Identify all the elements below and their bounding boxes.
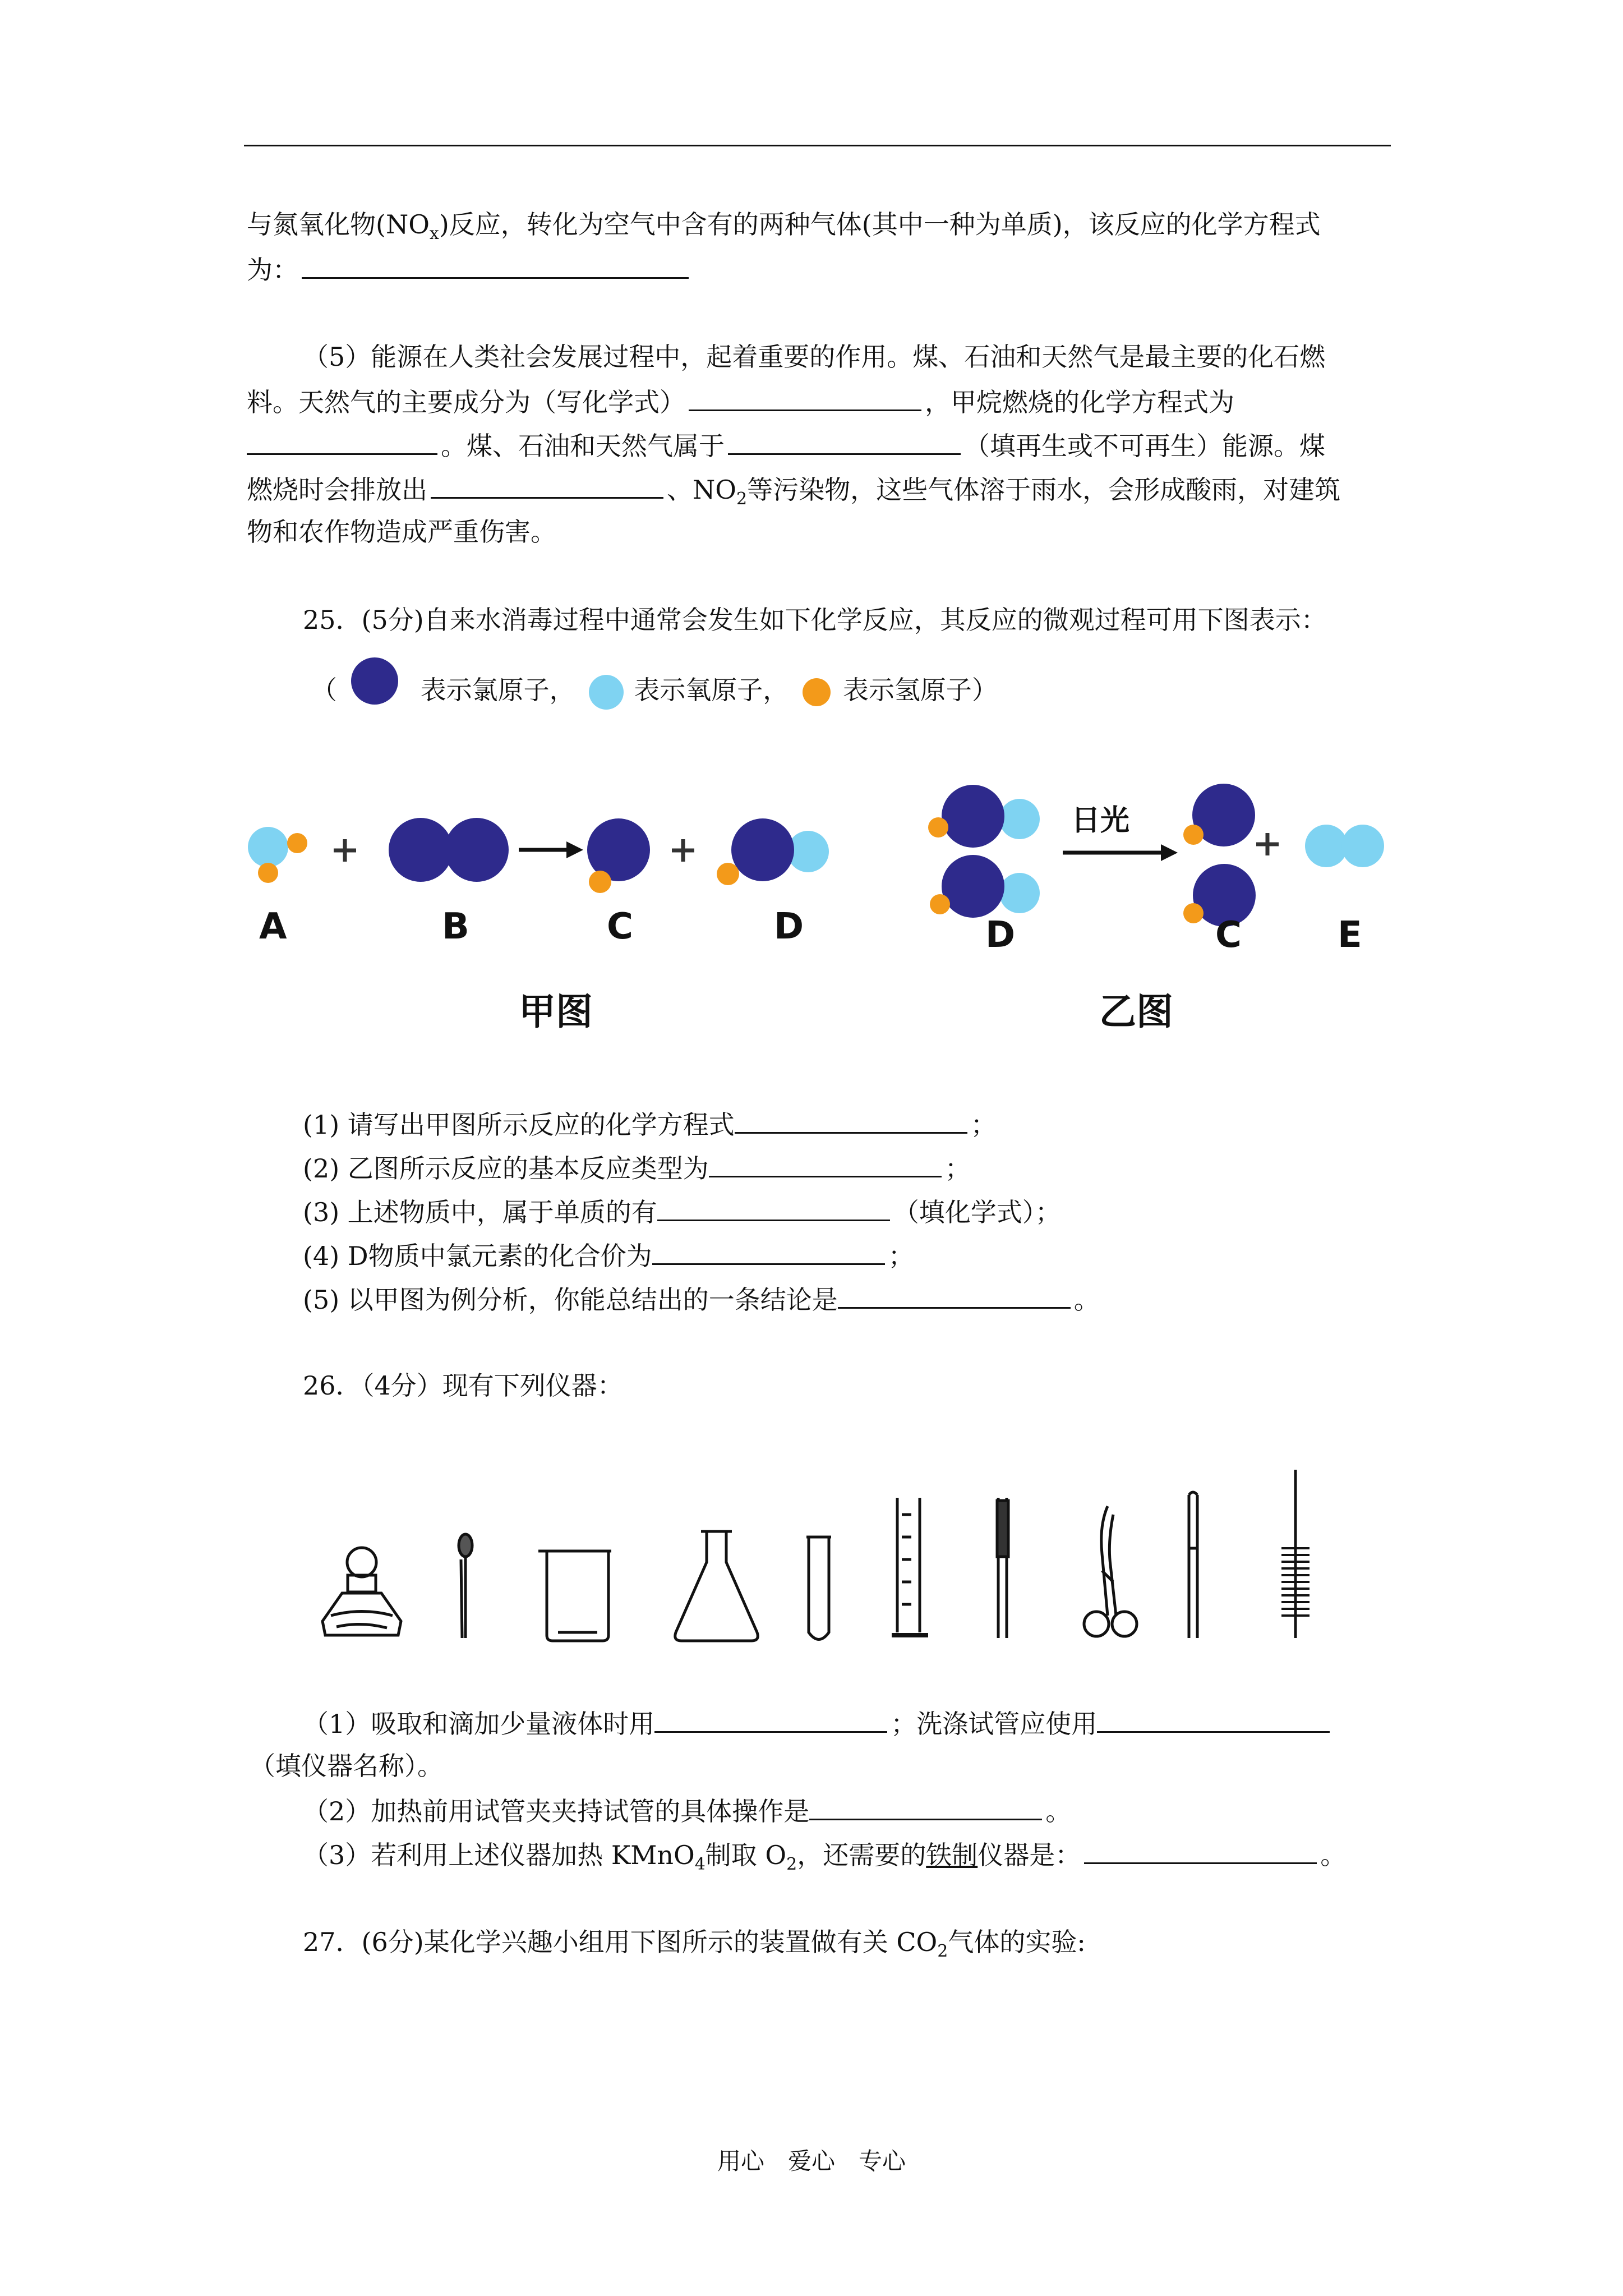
alcohol-lamp-icon <box>322 1548 401 1635</box>
q24-text-b: )反应，转化为空气中含有的两种气体(其中一种为单质)，该反应的化学方程式 <box>439 209 1321 240</box>
answer-blank[interactable] <box>735 1106 967 1134</box>
hydrogen-atom <box>287 833 307 853</box>
hydrogen-atom-icon <box>803 678 831 706</box>
answer-blank[interactable] <box>431 471 663 499</box>
answer-blank[interactable] <box>1084 1837 1317 1864</box>
chlorine-atom-icon <box>351 657 398 705</box>
label-C: C <box>1215 914 1242 956</box>
q24-5-line3: 。煤、石油和天然气属于 （填再生或不可再生）能源。煤 <box>247 427 1325 463</box>
q24-text-a: 与氮氧化物(NO <box>247 209 430 240</box>
reaction-diagram <box>0 763 1623 1055</box>
hydrogen-atom <box>930 894 950 914</box>
molecule-D <box>717 818 829 885</box>
plus-sign <box>672 839 694 862</box>
conical-flask-icon <box>675 1531 758 1641</box>
q24-5-line4: 燃烧时会排放出 、$NO_2$等污染物，这些气体溶于雨水，会形成酸雨，对建筑 <box>247 471 1340 516</box>
hydrogen-atom <box>258 863 278 883</box>
q24-line2 <box>247 251 692 287</box>
q25-2: (2) 乙图所示反应的基本反应类型为 ； <box>303 1150 971 1185</box>
molecule-D-top <box>928 785 1040 848</box>
page-footer: 用心 爱心 专心 <box>717 2147 906 2175</box>
q25-3: (3) 上述物质中，属于单质的有 （填化学式）； <box>303 1194 1061 1229</box>
molecule-A <box>248 827 307 883</box>
instruments-figure <box>0 1453 1623 1655</box>
molecule-C-top <box>1183 784 1255 846</box>
crucible-tongs-icon <box>997 1498 1008 1638</box>
chlorine-atom <box>445 818 509 882</box>
label-A: A <box>259 906 287 947</box>
answer-blank[interactable] <box>728 427 961 455</box>
answer-blank[interactable] <box>302 251 689 279</box>
molecule-D-bottom <box>930 855 1040 918</box>
oxygen-atom <box>999 873 1040 913</box>
q25-stem: 25．(5分)自来水消毒过程中通常会发生如下化学反应，其反应的微观过程可用下图表示： <box>303 605 1327 635</box>
hydrogen-atom <box>589 871 611 893</box>
reaction-diagram-svg <box>0 763 1623 1055</box>
q26-2: （2）加热前用试管夹夹持试管的具体操作是 。 <box>303 1793 1071 1828</box>
q25-legend: （ 表示氯原子， 表示氧原子， 表示氢原子） <box>311 657 998 710</box>
chlorine-atom <box>389 818 453 882</box>
answer-blank[interactable] <box>1097 1705 1330 1733</box>
q24-line1 <box>247 208 1321 251</box>
molecule-B <box>389 818 509 882</box>
answer-blank[interactable] <box>689 384 921 411</box>
answer-blank[interactable] <box>247 427 437 455</box>
q25-4: (4) D物质中氯元素的化合价为 ； <box>303 1237 914 1273</box>
sunlight-label: 日光 <box>1071 804 1130 838</box>
chlorine-atom <box>942 855 1004 918</box>
label-D: D <box>985 914 1016 956</box>
hydrogen-atom <box>717 863 739 885</box>
oxygen-atom <box>248 827 288 867</box>
answer-blank[interactable] <box>838 1281 1071 1309</box>
underlined-word: 铁制 <box>926 1840 978 1870</box>
dropper-icon <box>459 1534 472 1638</box>
oxygen-atom <box>999 799 1040 839</box>
q25-5: (5) 以甲图为例分析，你能总结出的一条结论是 。 <box>303 1281 1100 1317</box>
answer-blank[interactable] <box>809 1793 1042 1820</box>
hydrogen-atom <box>928 817 948 838</box>
hydrogen-atom <box>1183 903 1204 923</box>
q24-5-line5: 物和农作物造成严重伤害。 <box>247 517 556 547</box>
diagram-title-jia: 甲图 <box>519 990 593 1033</box>
q26-1: （1）吸取和滴加少量液体时用 ；洗涤试管应使用 <box>303 1705 1333 1741</box>
answer-blank[interactable] <box>652 1237 885 1265</box>
q26-stem: 26．（4分）现有下列仪器： <box>303 1370 623 1401</box>
glass-rod-icon <box>1189 1492 1197 1638</box>
label-E: E <box>1338 914 1362 956</box>
test-tube-icon <box>806 1537 831 1640</box>
graduated-cylinder-icon <box>892 1498 928 1635</box>
reaction-arrow <box>519 841 583 858</box>
sunlight-arrow <box>1063 804 1178 861</box>
q24-5-line1: （5）能源在人类社会发展过程中，起着重要的作用。煤、石油和天然气是最主要的化石燃 <box>303 342 1326 372</box>
oxygen-atom <box>1305 825 1348 867</box>
plus-sign <box>334 839 356 862</box>
q27-stem: 27．(6分)某化学兴趣小组用下图所示的装置做有关 $CO_2$气体的实验: <box>303 1927 1086 1962</box>
oxygen-atom-icon <box>589 675 624 710</box>
answer-blank[interactable] <box>709 1150 942 1177</box>
q26-3: （3）若利用上述仪器加热 KMnO$_4$制取 $O_2$，还需要的铁制仪器是： 。 <box>303 1837 1346 1881</box>
q24-5-line2: 料。天然气的主要成分为（写化学式） ，甲烷燃烧的化学方程式为 <box>247 384 1234 419</box>
q26-1-tail: （填仪器名称）。 <box>250 1751 443 1781</box>
diagram-title-yi: 乙图 <box>1099 990 1173 1033</box>
answer-blank[interactable] <box>657 1194 890 1221</box>
header-rule <box>244 145 1391 146</box>
beaker-icon <box>538 1551 611 1641</box>
chlorine-atom <box>942 785 1004 848</box>
molecule-E <box>1305 825 1384 867</box>
hydrogen-atom <box>1183 825 1204 845</box>
plus-sign <box>1256 833 1279 855</box>
test-tube-brush-icon <box>1281 1470 1310 1638</box>
label-D: D <box>774 906 804 947</box>
answer-blank[interactable] <box>654 1705 887 1733</box>
label-C: C <box>607 906 633 947</box>
label-B: B <box>442 906 469 947</box>
molecule-C <box>587 818 650 893</box>
test-tube-clamp-icon <box>1084 1506 1137 1636</box>
q24-label: 为： <box>247 255 298 285</box>
chlorine-atom <box>731 818 794 881</box>
oxygen-atom <box>1341 825 1384 867</box>
q24-sub: x <box>429 224 439 244</box>
q25-1: (1) 请写出甲图所示反应的化学方程式 ； <box>303 1106 997 1142</box>
